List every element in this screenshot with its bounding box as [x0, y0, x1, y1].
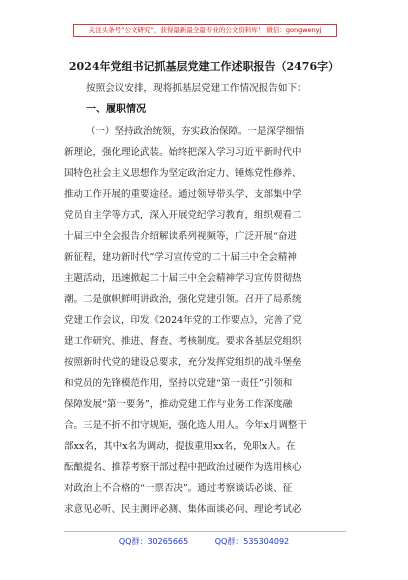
body-line: 国特色社会主义思想作为坚定政治定力、锤炼党性修养、	[64, 168, 302, 179]
body-line: 酝酿提名、推荐考察干部过程中把政治过硬作为选用核心	[64, 462, 302, 473]
section-heading: 一、履职情况	[86, 104, 146, 115]
body-line: 求意见必听、民主测评必测、集体面谈必问、理论考试必	[64, 504, 302, 515]
body-line: 党员自主学等方式，深入开展党纪学习教育，组织观看二	[64, 210, 302, 221]
body-line: 潮。二是旗帜鲜明讲政治，强化党建引领。召开了局系统	[64, 294, 302, 305]
body-line: 按照新时代党的建设总要求，充分发挥党组织的战斗堡垒	[64, 357, 302, 368]
body-line: 和党员的先锋模范作用，坚持以党建“第一责任”引领和	[64, 378, 293, 389]
body-line: 党建工作会议，印发《2024年党的工作要点》，完善了党	[64, 315, 302, 326]
qq-group-2: QQ群：535304092	[214, 537, 290, 546]
document-title: 2024年党组书记抓基层党建工作述职报告（2476字）	[68, 60, 340, 73]
body-line: 保障发展“第一要务”，推动党建工作与业务工作深度融	[64, 399, 293, 410]
body-line: 对政治上不合格的“一票否决”。通过考察谈话必谈、征	[64, 483, 293, 494]
body-line: （一）坚持政治统领，夯实政治保障。一是深学细悟	[86, 126, 305, 137]
footer-contacts	[0, 536, 408, 547]
body-line: 建工作研究、推进、督查、考核制度。要求各基层党组织	[64, 336, 302, 347]
body-text	[64, 121, 354, 520]
promo-banner: 关注头条号“公文研究”，获得最新最全最专业的公文资料库！ 微信：gongwenyj	[73, 24, 337, 37]
intro-paragraph: 按照会议安排，现将抓基层党建工作情况报告如下：	[86, 83, 307, 94]
footer-divider	[64, 531, 346, 532]
body-line: 十届三中全会报告介绍解读系列视频等，广泛开展“奋进	[64, 231, 297, 242]
body-line: 新理论，强化理论武装。始终把深入学习习近平新时代中	[64, 147, 302, 158]
body-line: 部xx名，其中x名为调动，提拔重用xx名，免职x人。在	[64, 441, 296, 452]
body-line: 新征程，建功新时代”学习宣传党的二十届三中全会精神	[64, 252, 297, 263]
body-line: 合。三是不折不扣守规矩，强化选人用人。今年x月调整干	[64, 420, 307, 431]
body-line: 主题活动，迅速掀起二十届三中全会精神学习宣传贯彻热	[64, 273, 302, 284]
qq-group-1: QQ群：30265665	[118, 537, 189, 546]
body-line: 推动工作开展的重要途径。通过领导带头学、支部集中学	[64, 189, 302, 200]
